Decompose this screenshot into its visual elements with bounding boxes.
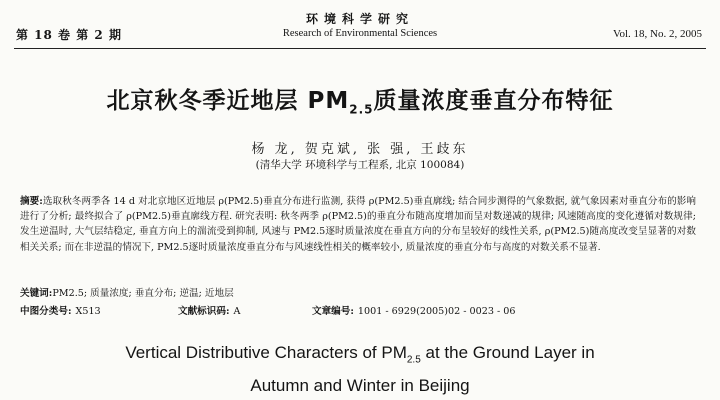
title-en-line1-prefix: Vertical Distributive Characters of PM [125, 343, 407, 362]
keywords [20, 285, 696, 299]
paper-title-cn [0, 82, 720, 117]
title-cn-suffix: 质量浓度垂直分布特征 [373, 88, 614, 114]
abstract-label: 摘要: [20, 196, 43, 207]
clc-label: 中图分类号: [20, 306, 72, 317]
abstract-text: 选取秋冬两季各 14 d 对北京地区近地层 ρ(PM2.5)垂直分布进行监测, 获得 ρ(PM2.5)垂直廓线; 结合同步测得的气象数据, 就气象因素对垂直分布的影响进行了分析; 最终拟合了 ρ(PM2.5)垂直廓线方程. 研究表明: 秋冬两季 ρ(PM2.5)的垂直分布随高度增加而呈对数递减的规律; 风速随高度的变化遵循对数规律; 发生逆温时, 大气层结稳定, 垂直方向上的湍流受到抑制, 风速与 PM2.5逐时质量浓度在垂直方向的分布呈较好的线性关系, ρ(PM2.5)随高度改变呈显著的对数相关关系; 而在非逆温的情况下, PM2.5逐时质量浓度垂直分布与风速线性相关的概率较小, 质量浓度的垂直分布与高度的对数关系不显著. [20, 196, 696, 253]
affiliation: (清华大学 环境科学与工程系, 北京 100084) [255, 159, 465, 171]
doc-code-label: 文献标识码: [178, 306, 230, 317]
title-en-line2: Autumn and Winter in Beijing [250, 376, 470, 396]
clc-value: X513 [75, 306, 101, 317]
journal-header [0, 0, 720, 60]
paper-title-en [0, 340, 720, 399]
keywords-text: PM2.5; 质量浓度; 垂直分布; 逆温; 近地层 [52, 288, 234, 299]
journal-name-cn: 环境科学研究 [305, 12, 414, 26]
title-cn-prefix: 北京秋冬季近地层 PM [106, 88, 350, 114]
keywords-label: 关键词: [20, 288, 53, 299]
header-rule [14, 48, 706, 49]
volume-issue-en: Vol. 18, No. 2, 2005 [612, 28, 702, 40]
article-no-value: 1001 - 6929(2005)02 - 0023 - 06 [357, 306, 516, 317]
article-number [312, 303, 520, 317]
volume-issue-cn: 第 18 卷 第 2 期 [16, 28, 122, 42]
journal-name-en: Research of Environmental Sciences [282, 28, 438, 39]
title-cn-subscript: 2.5 [349, 102, 374, 117]
authors: 杨 龙, 贺克斌, 张 强, 王歧东 [251, 142, 469, 157]
clc-number [20, 303, 105, 317]
title-en-line1 [0, 340, 720, 373]
article-no-label: 文章编号: [312, 306, 354, 317]
abstract [20, 194, 696, 255]
document-code [178, 303, 244, 317]
doc-code-value: A [233, 306, 241, 317]
title-en-line1-suffix: at the Ground Layer in [420, 343, 595, 362]
title-en-subscript: 2.5 [406, 354, 421, 366]
